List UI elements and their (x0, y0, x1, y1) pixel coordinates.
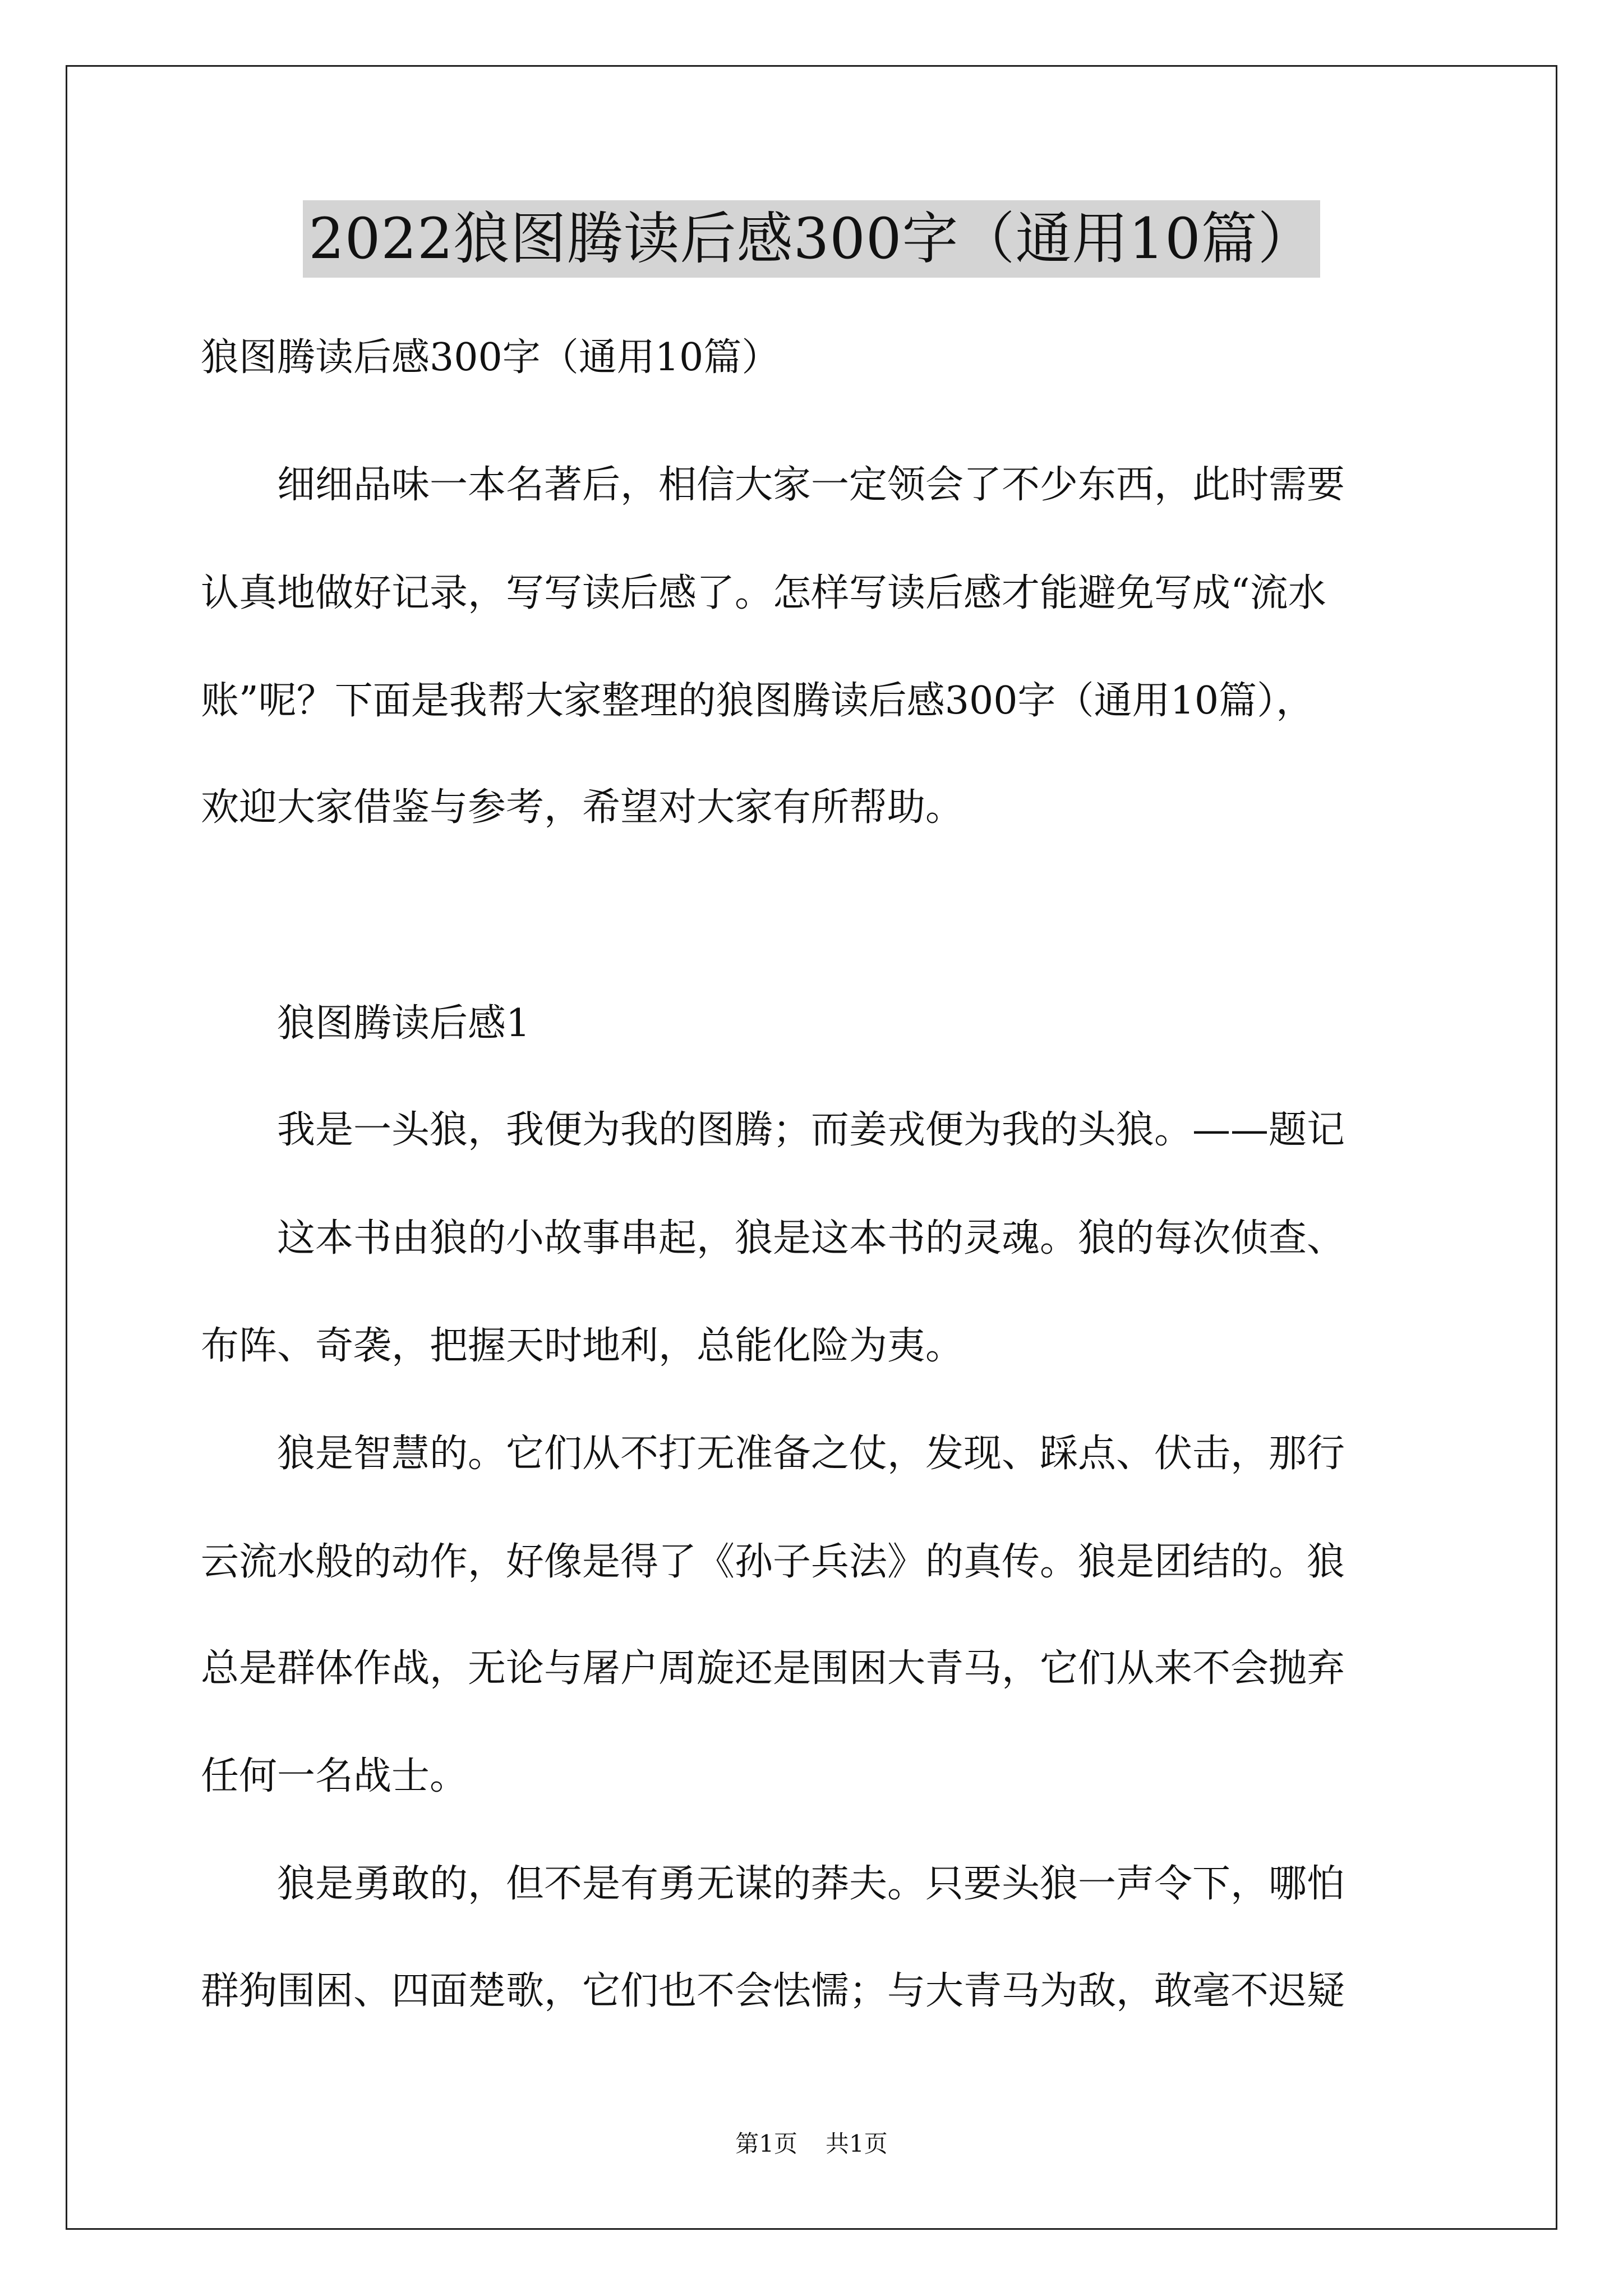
page-footer (0, 2127, 1623, 2161)
page-number-total: 共1页 (826, 2130, 888, 2157)
paragraph-line: 认真地做好记录，写写读后感了。怎样写读后感才能避免写成“流水 (201, 571, 1326, 615)
paragraph-line: 账”呢？下面是我帮大家整理的狼图腾读后感300字（通用10篇）， (201, 679, 1315, 723)
paragraph-line: 云流水般的动作，好像是得了《孙子兵法》的真传。狼是团结的。狼 (201, 1540, 1345, 1584)
document-subtitle: 狼图腾读后感300字（通用10篇） (201, 335, 780, 380)
document-title: 2022狼图腾读后感300字（通用10篇） (303, 200, 1320, 278)
paragraph-line: 狼是勇敢的，但不是有勇无谋的莽夫。只要头狼一声令下，哪怕 (201, 1862, 1345, 1906)
paragraph-line: 任何一名战士。 (201, 1754, 468, 1798)
paragraph-line: 我是一头狼，我便为我的图腾；而姜戎便为我的头狼。——题记 (201, 1108, 1345, 1152)
section-heading: 狼图腾读后感1 (201, 1001, 531, 1046)
paragraph-line: 欢迎大家借鉴与参考，希望对大家有所帮助。 (201, 785, 964, 830)
paragraph-line: 群狗围困、四面楚歌，它们也不会怯懦；与大青马为敌，敢毫不迟疑 (201, 1969, 1345, 2013)
paragraph-line: 细细品味一本名著后，相信大家一定领会了不少东西，此时需要 (201, 463, 1345, 507)
page-number-current: 第1页 (735, 2130, 797, 2157)
title-container (0, 200, 1623, 278)
paragraph-line: 这本书由狼的小故事串起，狼是这本书的灵魂。狼的每次侦查、 (201, 1216, 1345, 1260)
paragraph-line: 狼是智慧的。它们从不打无准备之仗，发现、踩点、伏击，那行 (201, 1432, 1345, 1476)
paragraph-line: 总是群体作战，无论与屠户周旋还是围困大青马，它们从来不会抛弃 (201, 1646, 1345, 1691)
paragraph-line: 布阵、奇袭，把握天时地利，总能化险为夷。 (201, 1324, 964, 1368)
